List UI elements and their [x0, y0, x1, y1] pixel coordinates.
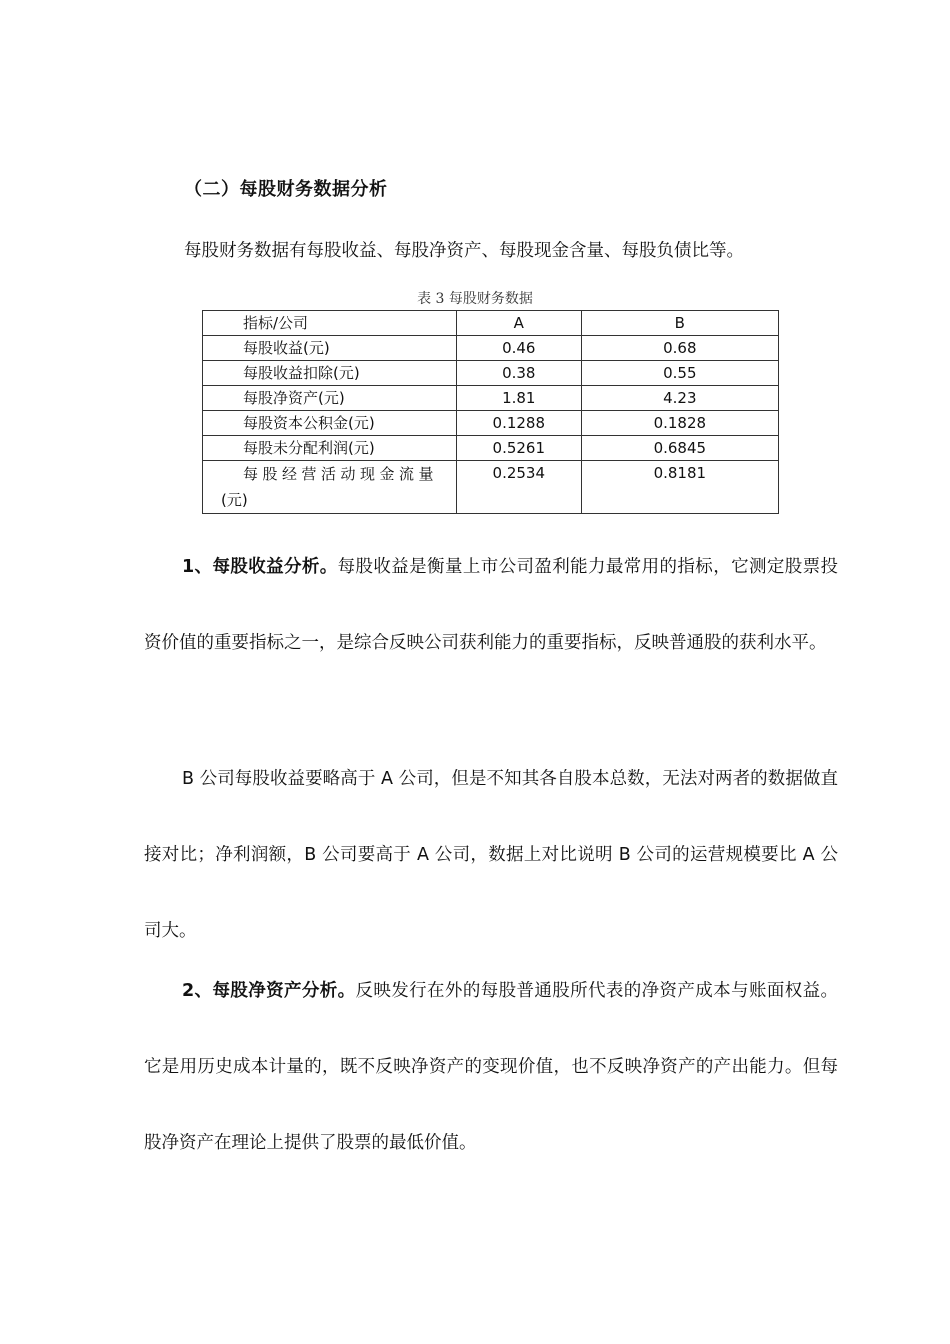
paragraph-title: 2、每股净资产分析。 — [182, 981, 356, 1001]
table-cell-label: 每股未分配利润(元) — [203, 436, 457, 461]
table-cell-value: 1.81 — [456, 386, 581, 411]
table-cell-value: 0.8181 — [581, 461, 778, 514]
table-row — [203, 411, 779, 436]
table-row — [203, 361, 779, 386]
table-row — [203, 336, 779, 361]
table-cell-value: 0.68 — [581, 336, 778, 361]
paragraph-eps-analysis — [144, 529, 838, 681]
table-cell-value: 0.46 — [456, 336, 581, 361]
table-row — [203, 461, 779, 514]
table-header-cell: A — [456, 311, 581, 336]
table-cell-value: 0.6845 — [581, 436, 778, 461]
paragraph-body: 反映发行在外的每股普通股所代表的净资产成本与账面权益。它是用历史成本计量的，既不反映净资产的变现价值，也不反映净资产的产出能力。但每股净资产在理论上提供了股票的最低价值。 — [144, 981, 838, 1153]
table-cell-value: 0.1288 — [456, 411, 581, 436]
table-cell-value: 4.23 — [581, 386, 778, 411]
table-caption: 表 3 每股财务数据 — [417, 291, 533, 307]
table-cell-label: 每股收益(元) — [203, 336, 457, 361]
label-line-2: (元) — [221, 491, 248, 509]
paragraph-body: 每股收益是衡量上市公司盈利能力最常用的指标，它测定股票投资价值的重要指标之一，是综合反映公司获利能力的重要指标，反映普通股的获利水平。 — [144, 557, 838, 653]
label-line-1: 每股经营活动现金流量 — [243, 465, 439, 483]
per-share-financial-table — [202, 310, 779, 514]
paragraph-nav-analysis — [144, 953, 838, 1181]
table-cell-value: 0.2534 — [456, 461, 581, 514]
table-header-cell: 指标/公司 — [203, 311, 457, 336]
table-cell-label — [203, 461, 457, 514]
table-cell-value: 0.1828 — [581, 411, 778, 436]
wrapped-label — [221, 461, 449, 513]
intro-paragraph: 每股财务数据有每股收益、每股净资产、每股现金含量、每股负债比等。 — [184, 241, 744, 261]
table-cell-label: 每股收益扣除(元) — [203, 361, 457, 386]
table-header-row — [203, 311, 779, 336]
paragraph-body: B 公司每股收益要略高于 A 公司，但是不知其各自股本总数，无法对两者的数据做直接对比；净利润额，B 公司要高于 A 公司，数据上对比说明 B 公司的运营规模要比 A 公司大。 — [144, 769, 838, 941]
table-header-cell: B — [581, 311, 778, 336]
table-row — [203, 386, 779, 411]
table-cell-value: 0.5261 — [456, 436, 581, 461]
table-cell-label: 每股净资产(元) — [203, 386, 457, 411]
table-cell-label: 每股资本公积金(元) — [203, 411, 457, 436]
section-heading: （二）每股财务数据分析 — [184, 179, 388, 200]
paragraph-title: 1、每股收益分析。 — [182, 557, 338, 577]
table-row — [203, 436, 779, 461]
table-cell-value: 0.55 — [581, 361, 778, 386]
paragraph-eps-comparison — [144, 741, 838, 969]
table-cell-value: 0.38 — [456, 361, 581, 386]
